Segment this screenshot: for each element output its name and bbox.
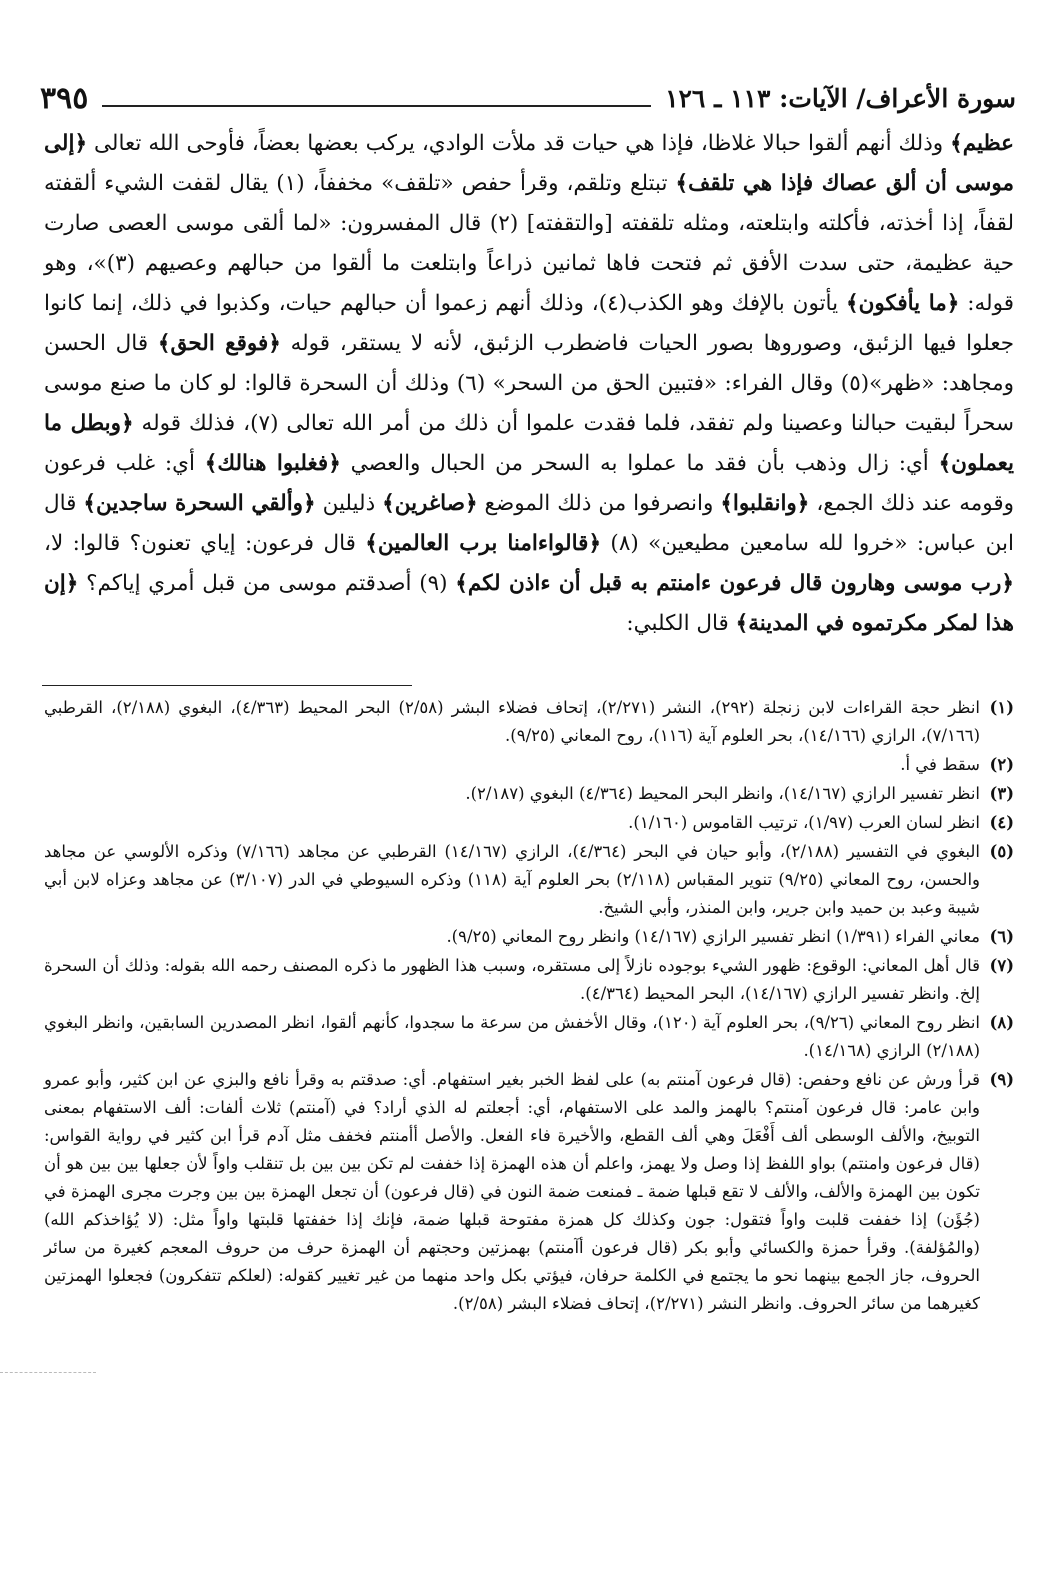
main-paragraph xyxy=(44,124,1014,644)
footnote-number: (٦) xyxy=(989,927,1014,946)
footnote xyxy=(44,923,1014,951)
footnote-number: (٤) xyxy=(989,813,1014,832)
quran-quote: ﴿وألقي السحرة ساجدين﴾ xyxy=(83,491,316,516)
header-rule xyxy=(102,105,651,107)
footnote-text: البغوي في التفسير (٢/١٨٨)، وأبو حيان في البحر (٤/٣٦٤)، الرازي (١٤/١٦٧) القرطبي عن مجاهد (٧/١٦٦) وذكره الألوسي عن مجاهد والحسن، روح المعاني (٩/٢٥) تنوير المقباس (٢/١١٨) بحر العلوم آية (١١٨) وذكره السيوطي في الدر (٣/١٠٧) عن مجاهد وعزاه لابن أبي شيبة وعبد بن حميد وابن جرير، وابن المنذر، وأبي الشيخ. xyxy=(44,842,981,917)
footnote-number: (٧) xyxy=(989,956,1014,975)
footnote-text: انظر روح المعاني (٩/٢٦)، بحر العلوم آية (١٢٠)، وقال الأخفش من سرعة ما سجدوا، كأنهم ألقوا، انظر المصدرين السابقين، وانظر البغوي (٢/١٨٨) الرازي (١٤/١٦٨). xyxy=(44,1013,980,1060)
quran-quote: ﴿فغلبوا هنالك﴾ xyxy=(204,451,341,476)
quran-quote: ﴿وانقلبوا﴾ xyxy=(720,491,810,516)
commentary-text: قال الكلبي: xyxy=(626,611,736,636)
footnote-text: قال أهل المعاني: الوقوع: ظهور الشيء بوجوده نازلاً إلى مستقره، وسبب هذا الظهور ما ذكره المصنف رحمه الله بقوله: وذلك أن السحرة إلخ. وانظر تفسير الرازي (١٤/١٦٧)، البحر المحيط (٤/٣٦٤). xyxy=(44,956,980,1003)
quran-quote: ﴿وبطل ما يعملون﴾ xyxy=(44,411,1014,476)
commentary-text: أي: زال وذهب بأن فقد ما عملوا به السحر من الحبال والعصي xyxy=(340,451,939,476)
page-header xyxy=(40,78,1016,118)
commentary-text: أي: غلب فرعون وقومه عند ذلك الجمع، xyxy=(44,451,1015,516)
commentary-text: وانصرفوا من ذلك الموضع xyxy=(477,491,721,516)
footnote-number: (٩) xyxy=(989,1070,1014,1089)
quran-quote: ﴿إن هذا لمكر مكرتموه في المدينة﴾ xyxy=(44,571,1014,636)
commentary-text: قال الحسن ومجاهد: «ظهر»(٥) وقال الفراء: «فتبين الحق من السحر» (٦) وذلك أن السحرة قالوا: لو كان ما صنع موسى سحراً لبقيت حبالنا وعصينا ولم تفقد، فلما فقدت علموا أن ذلك من أمر الله تعالى (٧)، فذلك قوله xyxy=(44,331,1015,436)
footnote xyxy=(44,809,1014,837)
commentary-text: قال ابن عباس: «خروا لله سامعين مطيعين» (٨) xyxy=(44,491,1014,556)
footnote-number: (١) xyxy=(989,698,1014,717)
footnote xyxy=(44,1009,1014,1065)
quran-quote: ﴿إلى موسى أن ألق عصاك فإذا هي تلقف﴾ xyxy=(44,131,1014,196)
footnote-number: (٥) xyxy=(989,842,1014,861)
commentary-text: قال فرعون: إياي تعنون؟ قالوا: لا، xyxy=(44,531,366,556)
footnote xyxy=(44,694,1014,750)
scan-artifact-line xyxy=(0,1372,96,1373)
footnotes-section xyxy=(44,694,1014,1319)
main-text xyxy=(44,124,1014,644)
commentary-text: يأتون بالإفك وهو الكذب(٤)، وذلك أنهم زعموا أن حبالهم حيات، وكذبوا في ذلك، إنما كانوا جعلوا فيها الزئبق، وصوروها بصور الحيات فاضطرب الزئبق، لأنه لا يستقر، قوله xyxy=(44,291,1014,356)
footnote xyxy=(44,1066,1014,1318)
quran-quote: ﴿صاغرين﴾ xyxy=(382,491,478,516)
footnote xyxy=(44,751,1014,779)
footnote-text: معاني الفراء (١/٣٩١) انظر تفسير الرازي (١٤/١٦٧) وانظر روح المعاني (٩/٢٥). xyxy=(446,927,980,946)
quran-quote: عظيم﴾ xyxy=(950,131,1014,156)
footnote xyxy=(44,780,1014,808)
commentary-text: وذلك أنهم ألقوا حبالا غلاظا، فإذا هي حيات قد ملأت الوادي، يركب بعضها بعضاً، فأوحى الله تعالى xyxy=(87,131,951,156)
commentary-text: ذليلين xyxy=(315,491,383,516)
quran-quote: ﴿رب موسى وهارون قال فرعون ءامنتم به قبل أن ءاذن لكم﴾ xyxy=(455,571,1014,596)
footnote-text: انظر تفسير الرازي (١٤/١٦٧)، وانظر البحر المحيط (٤/٣٦٤) البغوي (٢/١٨٧). xyxy=(465,784,980,803)
footnote-text: قرأ ورش عن نافع وحفص: (قال فرعون آمنتم به) على لفظ الخبر بغير استفهام. أي: صدقتم به وقرأ نافع والبزي عن ابن كثير، وأبو عمرو وابن عامر: قال فرعون آمنتم؟ بالهمز والمد على الاستفهام، أي: أجعلتم له الذي أراد؟ في (آمنتم) ثلاث ألفات: ألف الاستفهام بمعنى التوبيخ، والألف الوسطى ألف أَفْعَلَ وهي ألف القطع، والأخيرة فاء الفعل. والأصل أأمنتم فخفف مثل آدم قرأ ابن كثير في رواية القواس: (قال فرعون وامنتم) بواو اللفظ إذا وصل ولا يهمز، واعلم أن هذه الهمزة إذا خففت لم تكن بين بين بل تنقلب واواً لأن جعلها بين بين هو أن تكون بين الهمزة والألف، والألف لا تقع قبلها ضمة ـ فمنعت ضمة النون في (قال فرعون) أن تجعل الهمزة بين بين وجرت مجرى الهمزة في (جُؤَن) إذا خففت قلبت واواً فتقول: جون وكذلك كل همزة مفتوحة قبلها ضمة، فإنك إذا خففتها قلبتها واواً مثل: (لا يُؤاخذكم الله) (والمُؤلفة). وقرأ حمزة والكسائي وأبو بكر (قال فرعون أآمنتم) بهمزتين وحجتهم أن الهمزة حرف من حروف المعجم كغيرة من سائر الحروف، جاز الجمع بينهما نحو ما يجتمع في الكلمة حرفان، فيؤتي بكل واحد منهما من غير تغيير كقوله: (لعلكم تتفكرون) فجعلوا الهمزتين كغيرهما من سائر الحروف. وانظر النشر (٢/٢٧١)، إتحاف فضلاء البشر (٢/٥٨). xyxy=(44,1070,980,1313)
footnote-text: سقط في أ. xyxy=(900,755,980,774)
quran-quote: ﴿ما يأفكون﴾ xyxy=(845,291,960,316)
footnote xyxy=(44,952,1014,1008)
quran-quote: ﴿قالواءامنا برب العالمين﴾ xyxy=(365,531,602,556)
commentary-text: (٩) أصدقتم موسى من قبل أمري إياكم؟ xyxy=(78,571,456,596)
quran-quote: ﴿فوقع الحق﴾ xyxy=(157,331,281,356)
footnote xyxy=(44,838,1014,922)
footnote-number: (٢) xyxy=(989,755,1014,774)
footnote-text: انظر حجة القراءات لابن زنجلة (٢٩٢)، النشر (٢/٢٧١)، إتحاف فضلاء البشر (٢/٥٨) البحر المحيط (٤/٣٦٣)، البغوي (٢/١٨٨)، القرطبي (٧/١٦٦)، الرازي (١٤/١٦٦)، بحر العلوم آية (١١٦)، روح المعاني (٩/٢٥). xyxy=(44,698,981,745)
footnote-number: (٣) xyxy=(989,784,1014,803)
footnote-divider xyxy=(42,685,412,686)
footnote-text: انظر لسان العرب (١/٩٧)، ترتيب القاموس (١/١٦٠). xyxy=(628,813,980,832)
page-number: ٣٩٥ xyxy=(40,80,89,116)
commentary-text: تبتلع وتلقم، وقرأ حفص «تلقف» مخففاً، (١) يقال لقفت الشيء ألقفته لقفاً، إذا أخذته، فأكلته وابتلعته، ومثله تلقفته [والتقفته] (٢) قال المفسرون: «لما ألقى موسى العصى صارت حية عظيمة، حتى سدت الأفق ثم فتحت فاها ثمانين ذراعاً وابتلعت ما ألقوا من حبالهم وعصيهم (٣)»، وهو قوله: xyxy=(44,171,1014,316)
running-title: سورة الأعراف/ الآيات: ١١٣ ـ ١٢٦ xyxy=(665,83,1016,113)
footnote-number: (٨) xyxy=(989,1013,1014,1032)
